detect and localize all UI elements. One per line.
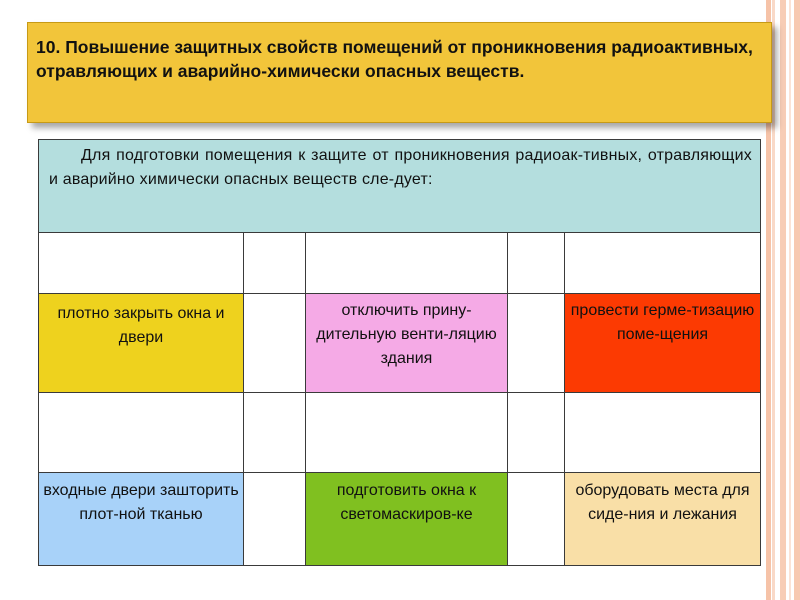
intro-cell (39, 140, 761, 233)
measure-text: отключить прину-дительную венти-ляцию здания (316, 302, 497, 367)
decor-stripe (780, 0, 786, 600)
measure-ventilation (306, 294, 508, 393)
empty-cell (39, 233, 244, 294)
empty-cell (508, 473, 565, 566)
measure-blackout (306, 473, 508, 566)
empty-cell (306, 233, 508, 294)
empty-cell (244, 473, 306, 566)
empty-cell (565, 393, 761, 473)
measure-curtain-doors (39, 473, 244, 566)
measure-close-windows (39, 294, 244, 393)
measure-text: оборудовать места для сиде-ния и лежания (575, 482, 750, 523)
empty-cell (508, 233, 565, 294)
empty-cell (244, 294, 306, 393)
measure-text: провести герме-тизацию поме-щения (570, 302, 755, 343)
empty-cell (244, 233, 306, 294)
measure-text: плотно закрыть окна и двери (57, 305, 225, 346)
decor-stripe (789, 0, 791, 600)
decor-stripe (772, 0, 775, 600)
decor-stripe (794, 0, 800, 600)
empty-cell (306, 393, 508, 473)
measure-seating (565, 473, 761, 566)
empty-cell (508, 294, 565, 393)
measure-text: входные двери зашторить плот-ной тканью (43, 482, 239, 523)
empty-cell (244, 393, 306, 473)
measure-text: подготовить окна к светомаскиров-ке (336, 482, 477, 523)
title-box (27, 22, 772, 123)
slide-title: 10. Повышение защитных свойств помещений от проникновения радиоактивных, отравляющих и аварийно-химически опасных веществ. (36, 37, 753, 81)
empty-cell (565, 233, 761, 294)
empty-cell (508, 393, 565, 473)
empty-cell (39, 393, 244, 473)
measure-sealing (565, 294, 761, 393)
intro-text: Для подготовки помещения к защите от проникновения радиоак-тивных, отравляющих и аварийно химически опасных веществ сле-дует: (49, 147, 752, 188)
measures-table (38, 139, 761, 566)
